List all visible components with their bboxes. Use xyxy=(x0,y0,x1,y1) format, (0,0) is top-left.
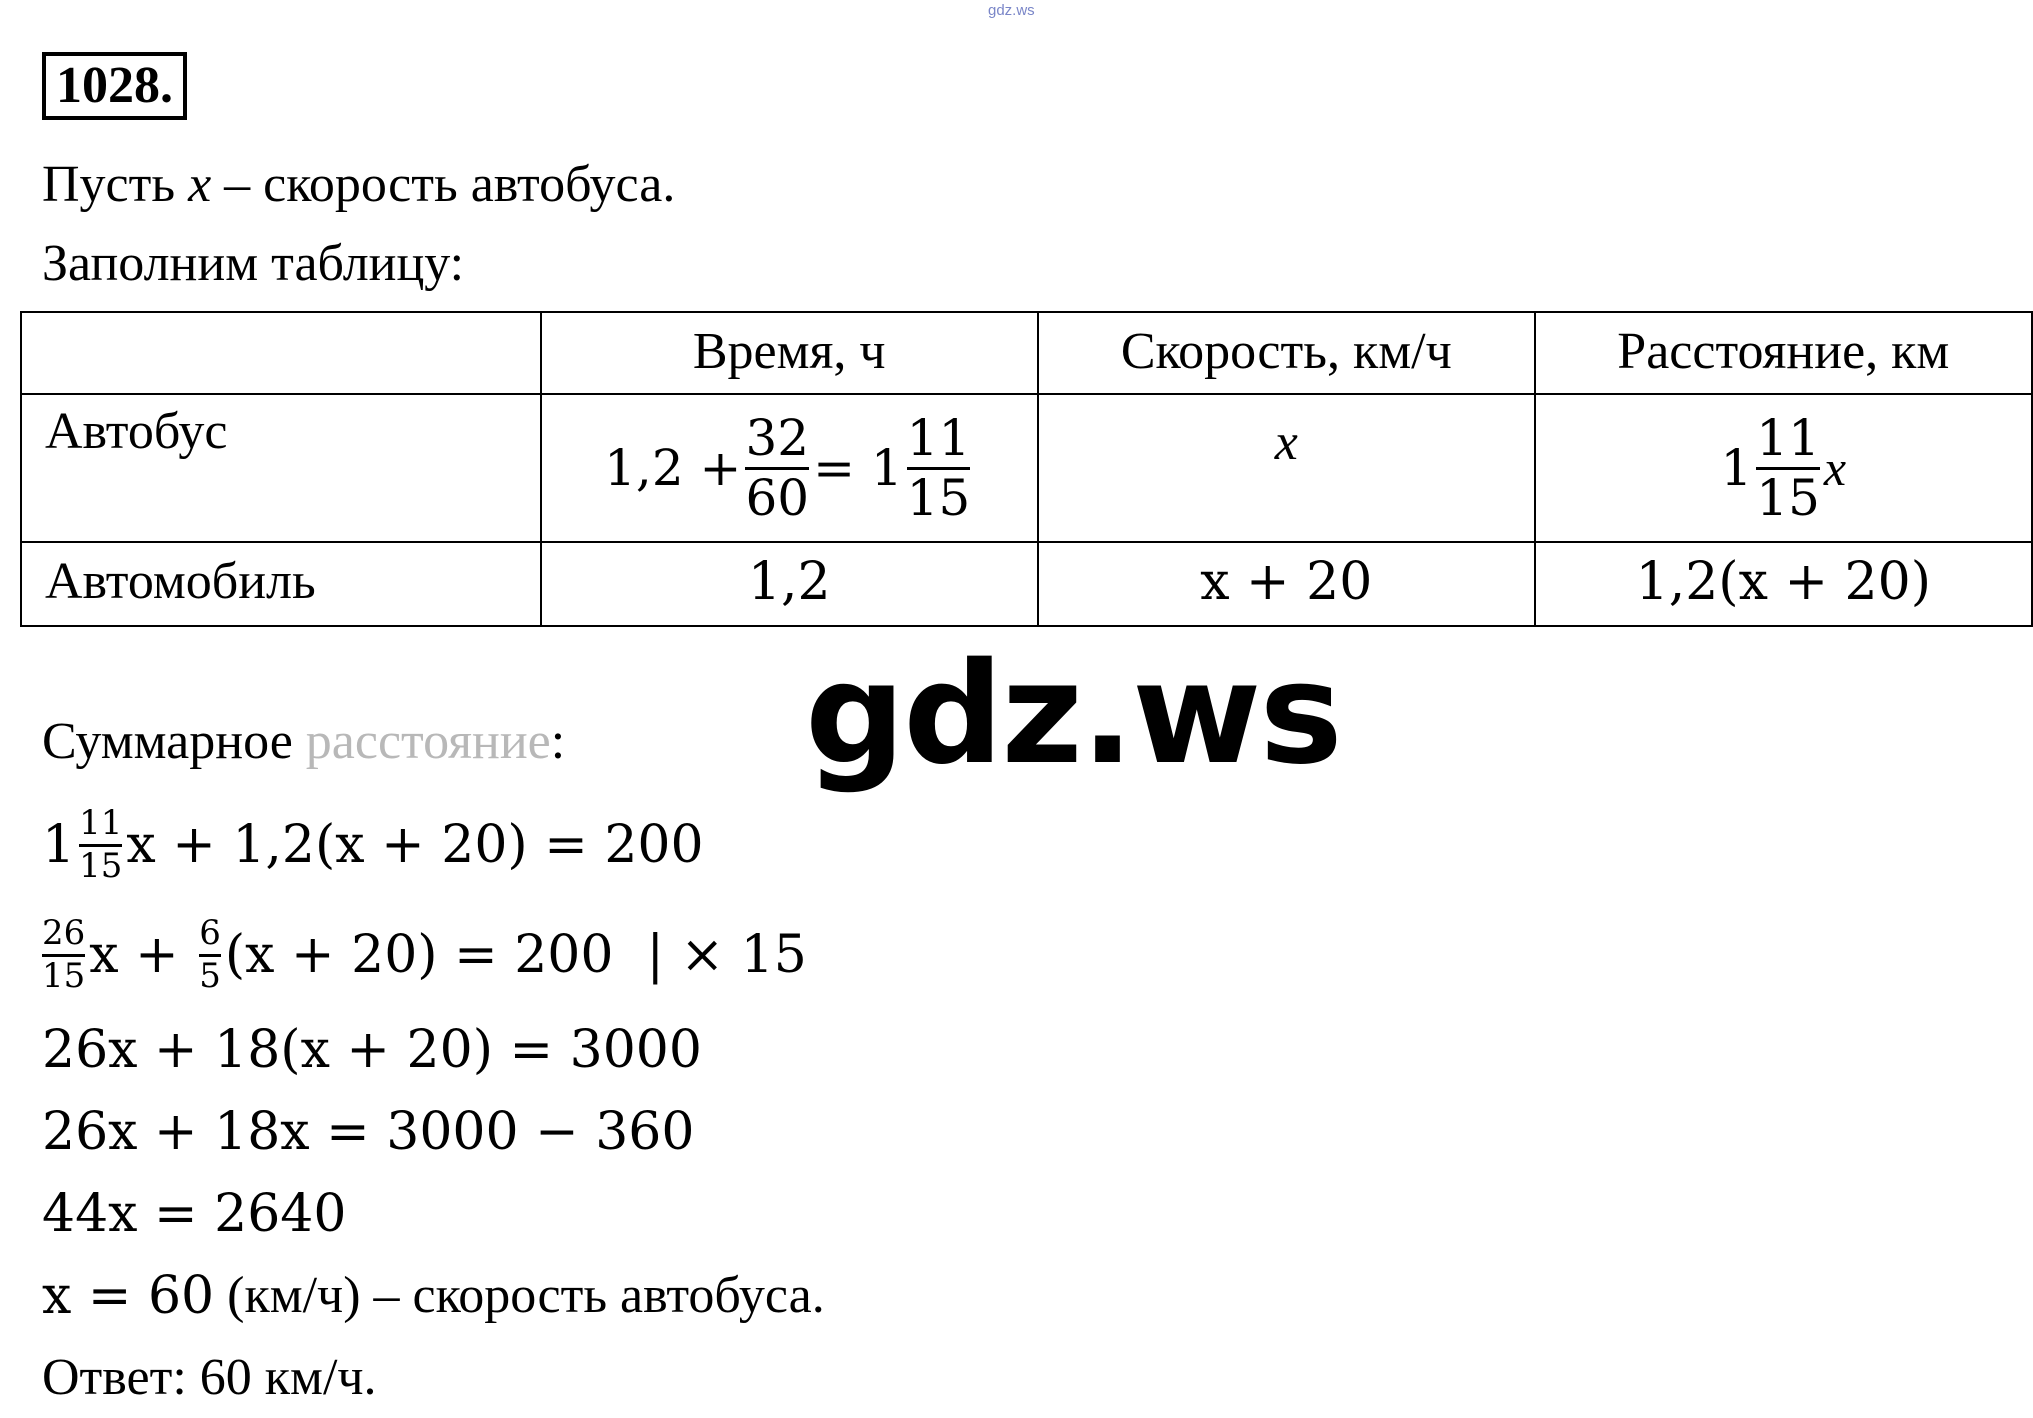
fraction xyxy=(79,802,123,886)
table-cell xyxy=(1038,394,1535,542)
answer: Ответ: 60 км/ч. xyxy=(42,1349,377,1406)
row-label: Автомобиль xyxy=(21,542,541,626)
math-text: = 1 xyxy=(813,439,903,497)
equation-1 xyxy=(42,795,704,895)
table-header-cell: Время, ч xyxy=(541,312,1038,394)
watermark-top: gdz.ws xyxy=(988,2,1035,19)
fraction xyxy=(1756,409,1820,527)
fraction-denominator: 15 xyxy=(1756,468,1820,527)
equation-6 xyxy=(42,1266,825,1326)
time-car: 1,2 xyxy=(541,542,1038,626)
intro-text: – скорость автобуса. xyxy=(211,156,676,213)
table-header-cell: Скорость, км/ч xyxy=(1038,312,1535,394)
sum-label xyxy=(42,712,565,772)
speed-bus: x xyxy=(1274,414,1298,471)
mixed-whole: 1 xyxy=(42,815,76,875)
intro-text: Пусть xyxy=(42,156,189,213)
table-header-row xyxy=(21,312,2032,394)
fraction-numerator: 11 xyxy=(79,802,123,843)
math-text: x + 1,2(x + 20) = 200 xyxy=(126,815,704,875)
math-text: x = 60 xyxy=(42,1266,215,1326)
equation-2 xyxy=(42,905,807,1005)
fraction-denominator: 5 xyxy=(199,955,221,996)
table-cell xyxy=(541,394,1038,542)
sum-label-part: : xyxy=(550,713,566,770)
fraction-denominator: 15 xyxy=(906,468,971,527)
math-text: x + xyxy=(89,925,196,985)
table-header-cell xyxy=(21,312,541,394)
table-row xyxy=(21,542,2032,626)
distance-bus xyxy=(1536,395,2031,541)
math-text: (x + 20) = 200 | × 15 xyxy=(224,925,807,985)
sum-label-part: расстояние xyxy=(305,713,551,770)
distance-car: 1,2(x + 20) xyxy=(1535,542,2032,626)
speed-car: x + 20 xyxy=(1038,542,1535,626)
fraction-numerator: 26 xyxy=(42,912,86,953)
fraction-numerator: 6 xyxy=(199,912,221,953)
fraction-numerator: 32 xyxy=(745,409,810,467)
variable-x: x xyxy=(188,156,212,213)
equation-4: 26x + 18x = 3000 − 360 xyxy=(42,1102,695,1162)
watermark-logo: gdz.ws xyxy=(805,633,1341,796)
fraction xyxy=(199,912,221,996)
fraction-numerator: 11 xyxy=(906,409,971,467)
fraction-denominator: 15 xyxy=(42,955,86,996)
equation-5: 44x = 2640 xyxy=(42,1184,347,1244)
math-text: 1,2 + xyxy=(604,439,742,497)
problem-number: 1028. xyxy=(42,52,187,120)
mixed-whole: 1 xyxy=(1720,439,1753,497)
table-cell xyxy=(1535,394,2032,542)
table-row xyxy=(21,394,2032,542)
table-header-cell: Расстояние, км xyxy=(1535,312,2032,394)
intro-line-1 xyxy=(42,155,675,215)
fraction-numerator: 11 xyxy=(1756,409,1820,467)
fraction-denominator: 15 xyxy=(79,845,123,886)
intro-line-2: Заполним таблицу: xyxy=(42,235,465,292)
equation-3: 26x + 18(x + 20) = 3000 xyxy=(42,1020,702,1080)
equation-text: (км/ч) – скорость автобуса. xyxy=(214,1267,825,1324)
sum-label-part: Суммарное xyxy=(42,713,306,770)
fraction-denominator: 60 xyxy=(745,468,810,527)
row-label xyxy=(21,394,541,542)
row-label-text: Автобус xyxy=(45,403,228,460)
variable-x: x xyxy=(1823,440,1847,496)
fraction xyxy=(906,409,971,527)
fraction xyxy=(42,912,86,996)
time-bus xyxy=(542,395,1037,541)
data-table xyxy=(20,311,2033,627)
fraction xyxy=(745,409,810,527)
